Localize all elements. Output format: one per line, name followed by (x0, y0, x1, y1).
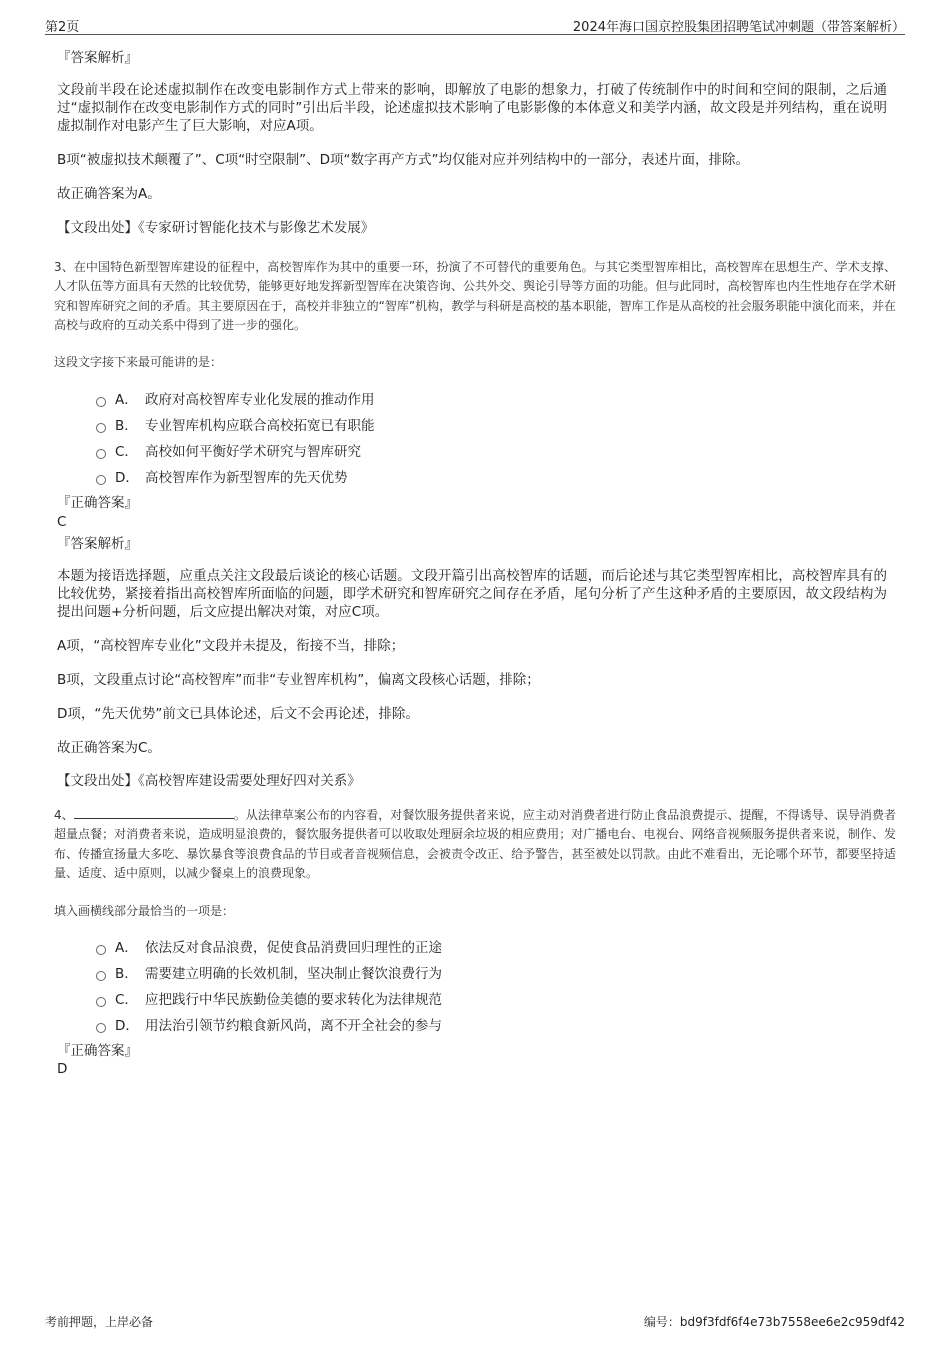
radio-icon[interactable] (96, 945, 106, 955)
page-number: 第2页 (45, 20, 80, 35)
answer-value: C (57, 514, 67, 530)
source-citation: 【文段出处】《高校智库建设需要处理好四对关系》 (57, 773, 361, 789)
question-3-text: 3、在中国特色新型智库建设的征程中，高校智库作为其中的重要一环，扮演了不可替代的重要角色。与其它类型智库相比，高校智库在思想生产、学术支撑、人才队伍等方面具有天然的比较优势，能够更好地发挥新型智库在决策咨询、公共外交、舆论引导等方面的功能。但与此同时，高校智库也内生性地存在学术研究和智库研究之间的矛盾。其主要原因在于，高校并非独立的“智库”机构，教学与科研是高校的基本职能，智库工作是从高校的社会服务职能中演化而来，并在高校与政府的互动关系中得到了进一步的强化。 (54, 260, 896, 332)
question-4-option-a[interactable]: A． 依法反对食品浪费，促使食品消费回归理性的正途 (96, 936, 442, 956)
document-id: 编号：bd9f3fdf6f4e73b7558ee6e2c959df42 (643, 1315, 905, 1329)
analysis-label: 『答案解析』 (57, 50, 138, 66)
question-4-option-d[interactable]: D． 用法治引领节约粮食新风尚，离不开全社会的参与 (96, 1014, 442, 1034)
source-citation: 【文段出处】《专家研讨智能化技术与影像艺术发展》 (57, 220, 375, 236)
radio-icon[interactable] (96, 423, 106, 433)
analysis-note-a: A项，“高校智库专业化”文段并未提及，衔接不当，排除； (57, 638, 405, 654)
page-header (45, 14, 905, 35)
answer-label: 『正确答案』 (57, 495, 138, 511)
analysis-text: 本题为接语选择题，应重点关注文段最后谈论的核心话题。文段开篇引出高校智库的话题，而后论述与其它类型智库相比，高校智库具有的比较优势，紧接着指出高校智库所面临的问题，即学术研究和智库研究之间存在矛盾，尾句分析了产生这种矛盾的主要原因，故文段结构为提出问题+分析问题，后文应提出解决对策，对应C项。 (57, 568, 887, 620)
question-4-option-c[interactable]: C． 应把践行中华民族勤俭美德的要求转化为法律规范 (96, 988, 442, 1008)
radio-icon[interactable] (96, 475, 106, 485)
answer-label: 『正确答案』 (57, 1043, 138, 1059)
analysis-label: 『答案解析』 (57, 536, 138, 552)
analysis-conclusion: 故正确答案为C。 (57, 740, 161, 756)
answer-value: D (57, 1061, 68, 1077)
question-4-option-b[interactable]: B． 需要建立明确的长效机制，坚决制止餐饮浪费行为 (96, 962, 442, 982)
fill-in-blank (74, 806, 234, 819)
radio-icon[interactable] (96, 397, 106, 407)
document-title: 2024年海口国京控股集团招聘笔试冲刺题（带答案解析） (572, 20, 905, 35)
question-4-text: 4、 。从法律草案公布的内容看，对餐饮服务提供者来说，应主动对消费者进行防止食品浪费提示、提醒，不得诱导、误导消费者超量点餐；对消费者来说，造成明显浪费的，餐饮服务提供者可以收取处理厨余垃圾的相应费用；对广播电台、电视台、网络音视频服务提供者来说，制作、发布、传播宣扬量大多吃、暴饮暴食等浪费食品的节目或者音视频信息，会被责令改正、给予警告，甚至被处以罚款。由此不难看出，无论哪个环节，都要坚持适量、适度、适中原则，以减少餐桌上的浪费现象。 (54, 808, 896, 880)
footer-slogan: 考前押题，上岸必备 (45, 1315, 154, 1329)
radio-icon[interactable] (96, 1023, 106, 1033)
analysis-conclusion: 故正确答案为A。 (57, 186, 161, 202)
question-3-option-b[interactable]: B． 专业智库机构应联合高校拓宽已有职能 (96, 414, 375, 434)
analysis-note-d: D项，“先天优势”前文已具体论述，后文不会再论述，排除。 (57, 706, 419, 722)
analysis-note-b: B项，文段重点讨论“高校智库”而非“专业智库机构”，偏离文段核心话题，排除； (57, 672, 540, 688)
radio-icon[interactable] (96, 449, 106, 459)
radio-icon[interactable] (96, 971, 106, 981)
analysis-text: 文段前半段在论述虚拟制作在改变电影制作方式上带来的影响，即解放了电影的想象力，打破了传统制作中的时间和空间的限制，之后通过“虚拟制作在改变电影制作方式的同时”引出后半段，论述虚拟技术影响了电影影像的本体意义和美学内涵，故文段是并列结构，重在说明虚拟制作对电影产生了巨大影响，对应A项。 (57, 82, 887, 134)
question-3-option-d[interactable]: D． 高校智库作为新型智库的先天优势 (96, 466, 348, 486)
analysis-note: B项“被虚拟技术颠覆了”、C项“时空限制”、D项“数字再产方式”均仅能对应并列结构中的一部分，表述片面，排除。 (57, 152, 750, 168)
question-3-prompt: 这段文字接下来最可能讲的是： (54, 355, 223, 369)
radio-icon[interactable] (96, 997, 106, 1007)
question-3-option-a[interactable]: A． 政府对高校智库专业化发展的推动作用 (96, 388, 375, 408)
question-4-prompt: 填入画横线部分最恰当的一项是： (54, 904, 235, 918)
question-3-option-c[interactable]: C． 高校如何平衡好学术研究与智库研究 (96, 440, 361, 460)
